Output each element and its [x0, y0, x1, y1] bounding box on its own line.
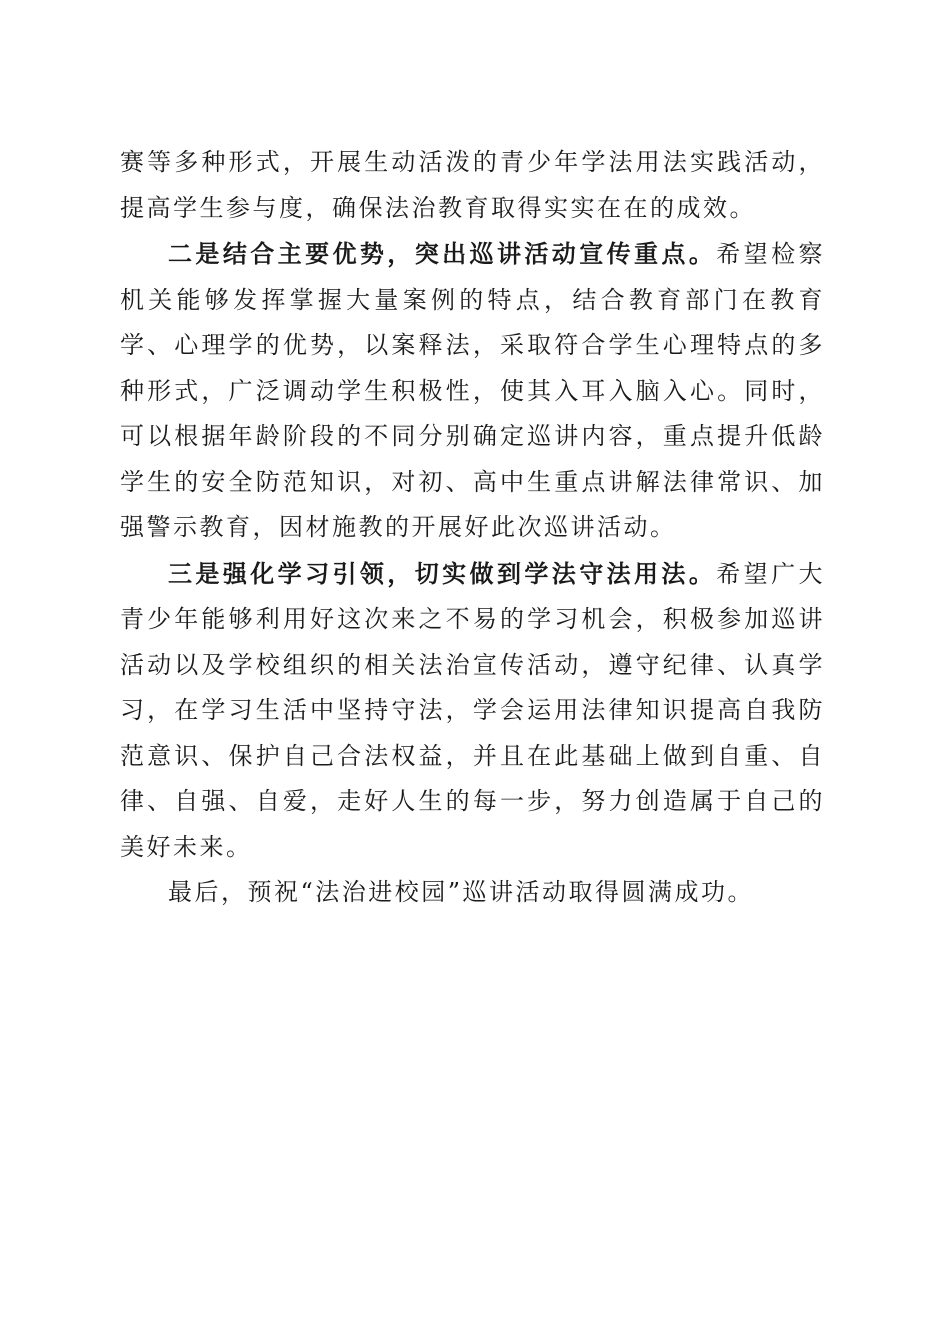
- paragraph-continuation: [120, 140, 825, 231]
- paragraph-point-three: [120, 551, 825, 871]
- paragraph-lead-heading: 三是强化学习引领，切实做到学法守法用法。: [168, 558, 717, 588]
- paragraph-lead-heading: 二是结合主要优势，突出巡讲活动宣传重点。: [168, 239, 717, 268]
- document-body: [120, 140, 825, 916]
- paragraph-closing: [120, 870, 825, 916]
- paragraph-text: 希望检察机关能够发挥掌握大量案例的特点，结合教育部门在教育学、心理学的优势，以案释法，采取符合学生心理特点的多种形式，广泛调动学生积极性，使其入耳入脑入心。同时，可以根据年龄阶段的不同分别确定巡讲内容，重点提升低龄学生的安全防范知识，对初、高中生重点讲解法律常识、加强警示教育，因材施教的开展好此次巡讲活动。: [120, 240, 826, 541]
- paragraph-text: 赛等多种形式，开展生动活泼的青少年学法用法实践活动，提高学生参与度，确保法治教育取得实实在在的成效。: [120, 148, 825, 222]
- paragraph-text: 希望广大青少年能够利用好这次来之不易的学习机会，积极参加巡讲活动以及学校组织的相关法治宣传活动，遵守纪律、认真学习，在学习生活中坚持守法，学会运用法律知识提高自我防范意识、保护自己合法权益，并且在此基础上做到自重、自律、自强、自爱，走好人生的每一步，努力创造属于自己的美好未来。: [120, 559, 826, 861]
- paragraph-point-two: [120, 231, 825, 551]
- paragraph-text: 最后，预祝“法治进校园”巡讲活动取得圆满成功。: [168, 878, 755, 906]
